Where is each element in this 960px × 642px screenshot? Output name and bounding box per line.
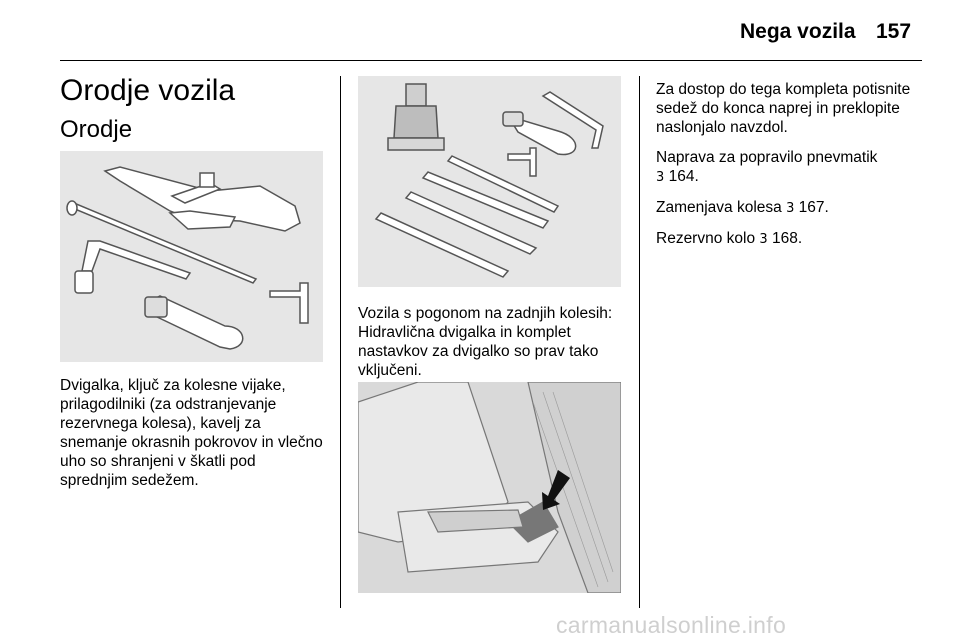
column3-text (656, 80, 926, 260)
column-divider-1 (340, 76, 341, 608)
header-rule (60, 60, 922, 61)
seat-storage-figure (358, 382, 621, 593)
section-heading: Orodje vozila (60, 74, 236, 107)
page-reference-icon: 3 (786, 201, 795, 216)
paragraph-tire-repair: Naprava za popravilo pnevmatik 3 164. (656, 149, 878, 185)
hydraulic-jack-illustration (358, 76, 621, 287)
link-ref-167[interactable]: 167. (794, 199, 829, 216)
section-subheading: Orodje (60, 116, 133, 143)
paragraph-access: Za dostop do tega kompleta potisnite sedež do konca naprej in preklopite naslonjalo navzdol. (656, 81, 911, 136)
caption-hydraulic-jack: Vozila s pogonom na zadnjih kolesih: Hidravlična dvigalka in komplet nastavkov za dvigalko so prav tako vključeni. (358, 305, 613, 379)
caption-tools: Dvigalka, ključ za kolesne vijake, prilagodilniki (za odstranjevanje rezervnega kolesa), kavelj za snemanje okrasnih pokrovov in vlečno uho so shranjeni v škatli pod sprednjim sedežem. (60, 377, 323, 489)
watermark: carmanualsonline.info (556, 612, 787, 638)
column-divider-2 (639, 76, 640, 608)
hydraulic-jack-figure (358, 76, 621, 287)
page-reference-icon: 3 (656, 170, 665, 185)
tools-figure (60, 151, 323, 362)
header-title: Nega vozila (740, 20, 856, 43)
paragraph-wheel-change: Zamenjava kolesa 3 167. (656, 199, 829, 216)
paragraph-spare-wheel: Rezervno kolo 3 168. (656, 230, 803, 247)
tools-illustration (60, 151, 323, 362)
page-number: 157 (876, 20, 912, 43)
seat-storage-illustration (358, 382, 621, 593)
link-ref-164[interactable]: 164. (664, 168, 699, 185)
page-reference-icon: 3 (759, 232, 768, 247)
link-ref-168[interactable]: 168. (767, 230, 803, 247)
